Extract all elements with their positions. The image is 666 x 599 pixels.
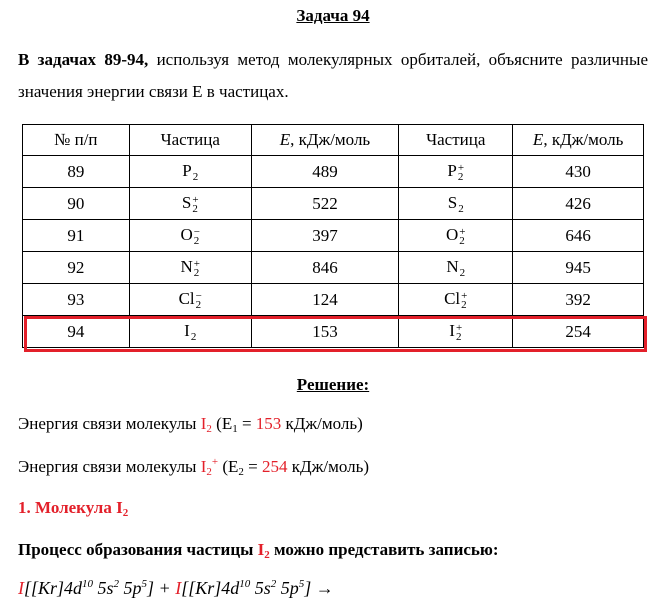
particle-1-symbol: N [180, 257, 193, 277]
molecule-i2-sub: 2 [206, 423, 212, 435]
particle-1-symbol: S [181, 193, 192, 213]
molecule-i2 [201, 414, 212, 433]
molecule-i2-plus-symbol: I [200, 457, 207, 476]
table-row [23, 316, 644, 348]
process-text-end: можно представить записью: [269, 540, 499, 559]
row-number: 90 [23, 188, 130, 220]
particle-2-symbol: P [447, 161, 457, 181]
particle-1-charge: + [193, 257, 200, 270]
particle-1 [129, 316, 251, 348]
energy-line-1-index: 1 [232, 423, 238, 435]
process-molecule: I [257, 540, 265, 559]
particle-2-symbol: S [447, 193, 458, 213]
energy-2: 426 [513, 188, 644, 220]
energy-line-2-eq: = [243, 457, 263, 476]
table-row [23, 188, 644, 220]
particle-2-indices [461, 289, 468, 311]
process-text: Процесс образования частицы [18, 540, 258, 559]
row-number: 93 [23, 284, 130, 316]
formula-atom-2: I [175, 578, 182, 598]
header-energy-1-unit: , кДж/моль [290, 130, 371, 149]
energy-line-2-unit: кДж/моль) [287, 457, 370, 476]
particle-2-indices [460, 260, 466, 278]
row-number: 91 [23, 220, 130, 252]
solution-title: Решение: [296, 375, 370, 394]
formula-config-1-d: 10 [82, 578, 94, 590]
energy-1: 522 [251, 188, 398, 220]
process-statement [18, 540, 499, 561]
formula-config-2-p-count: 5 [298, 578, 305, 590]
particle-1-symbol: P [182, 161, 192, 181]
header-particle-2: Частица [399, 125, 513, 156]
particle-1 [129, 220, 251, 252]
particle-2-symbol: Cl [444, 289, 461, 309]
header-energy-2: E, кДж/моль [513, 125, 644, 156]
particle-2 [399, 188, 513, 220]
particle-1-sub: 2 [193, 266, 200, 279]
particle-1-indices [195, 289, 202, 311]
particle-1-symbol: O [180, 225, 193, 245]
particle-1-charge: − [193, 225, 200, 238]
table-row [23, 252, 644, 284]
particle-2-indices [457, 161, 465, 183]
molecule-i2-plus-sub: 2 [206, 466, 212, 478]
particle-2-indices [459, 225, 466, 247]
formula-config-1-s: 5s [93, 578, 114, 598]
particle-2-indices [458, 196, 464, 214]
task-range: В задачах 89-94, [18, 50, 149, 69]
molecule-i2-symbol: I [200, 414, 207, 433]
energy-2: 254 [513, 316, 644, 348]
molecule-i2-plus-charge: + [211, 456, 219, 468]
energy-1: 489 [251, 156, 398, 188]
particle-1-sub: 2 [195, 298, 202, 311]
particle-2-sub: 2 [461, 298, 467, 311]
energy-1: 846 [251, 252, 398, 284]
header-particle-1: Частица [129, 125, 251, 156]
particle-1-sub: 2 [190, 330, 197, 343]
energy-line-2 [18, 456, 369, 478]
energy-1: 153 [251, 316, 398, 348]
particle-2 [399, 156, 513, 188]
formula-config-2-p: 5p [276, 578, 299, 598]
energy-line-2-label: (E [218, 457, 239, 476]
formula-plus: ] + [147, 578, 176, 598]
particle-2-sub: 2 [459, 266, 466, 279]
particle-2 [399, 220, 513, 252]
energy-line-1-unit: кДж/моль) [281, 414, 363, 433]
particle-2 [399, 316, 513, 348]
section-heading-1-sub: 2 [122, 507, 129, 519]
bond-energy-table [22, 124, 644, 348]
energy-line-2-index: 2 [238, 466, 244, 478]
formula-config-2-d: 10 [239, 578, 251, 590]
energy-line-2-text: Энергия связи молекулы [18, 457, 201, 476]
particle-1-indices [193, 257, 200, 279]
particle-2 [399, 284, 513, 316]
particle-2-symbol: O [445, 225, 459, 245]
particle-1-indices [191, 324, 197, 342]
energy-2: 430 [513, 156, 644, 188]
row-number: 92 [23, 252, 130, 284]
header-energy-2-unit: , кДж/моль [543, 130, 624, 149]
particle-2-sub: 2 [455, 330, 462, 343]
formula-config-1-p: 5p [119, 578, 142, 598]
energy-value-2: 254 [262, 457, 288, 476]
particle-1-sub: 2 [192, 170, 199, 183]
particle-1-indices [193, 164, 199, 182]
task-description [18, 44, 648, 108]
molecule-i2-plus [201, 457, 218, 476]
process-molecule-sub: 2 [264, 549, 270, 561]
particle-1 [129, 156, 251, 188]
row-number: 94 [23, 316, 130, 348]
particle-2-charge: + [455, 321, 463, 334]
particle-2-charge: + [461, 289, 468, 302]
formula-atom-1: I [18, 578, 24, 598]
particle-2-symbol: N [446, 257, 459, 277]
particle-2-sub: 2 [458, 202, 464, 215]
particle-1 [129, 188, 251, 220]
energy-2: 945 [513, 252, 644, 284]
energy-2: 646 [513, 220, 644, 252]
particle-2 [399, 252, 513, 284]
energy-line-1-eq: = [237, 414, 256, 433]
row-number: 89 [23, 156, 130, 188]
table-row [23, 284, 644, 316]
energy-value-1: 153 [255, 414, 282, 433]
particle-1 [129, 284, 251, 316]
formula-config-1: [[Kr]4d [24, 578, 83, 598]
energy-line-1-label: (E [211, 414, 233, 433]
particle-2-sub: 2 [459, 234, 465, 247]
particle-2-charge: + [457, 161, 465, 174]
formula-config-2-s-count: 2 [270, 578, 277, 590]
formula-config-1-s-count: 2 [113, 578, 120, 590]
section-heading-1-text: 1. Молекула [18, 498, 117, 517]
particle-1-indices [193, 225, 200, 247]
formula-config-2: [[Kr]4d [181, 578, 240, 598]
formula-config-2-s: 5s [250, 578, 271, 598]
particle-1-sub: 2 [193, 234, 200, 247]
particle-1-charge: − [195, 289, 202, 302]
energy-line-1-text: Энергия связи молекулы [18, 414, 201, 433]
task-text: используя метод молекулярных орбиталей, объясните различные значения энергии связи Е в частицах. [18, 50, 649, 101]
particle-1-symbol: Cl [178, 289, 195, 309]
particle-2-sub: 2 [457, 170, 464, 183]
particle-2-indices [455, 321, 463, 343]
particle-1-charge: + [192, 193, 199, 206]
energy-1: 124 [251, 284, 398, 316]
particle-2-symbol: I [449, 321, 455, 341]
table-row [23, 156, 644, 188]
particle-2-charge: + [459, 225, 466, 238]
formula-config-1-p-count: 5 [141, 578, 148, 590]
table-row [23, 220, 644, 252]
particle-1-sub: 2 [192, 202, 198, 215]
energy-line-1 [18, 414, 363, 435]
header-number: № п/п [23, 125, 130, 156]
table-header-row [23, 125, 644, 156]
particle-1-symbol: I [184, 321, 190, 341]
energy-2: 392 [513, 284, 644, 316]
particle-1 [129, 252, 251, 284]
formula-arrow: ] → [304, 578, 334, 598]
task-title: Задача 94 [296, 6, 370, 25]
formula-line [18, 578, 334, 599]
section-heading-1 [18, 498, 128, 519]
header-energy-1: E, кДж/моль [251, 125, 398, 156]
energy-1: 397 [251, 220, 398, 252]
section-heading-1-symbol: I [116, 498, 123, 517]
particle-1-indices [192, 193, 199, 215]
